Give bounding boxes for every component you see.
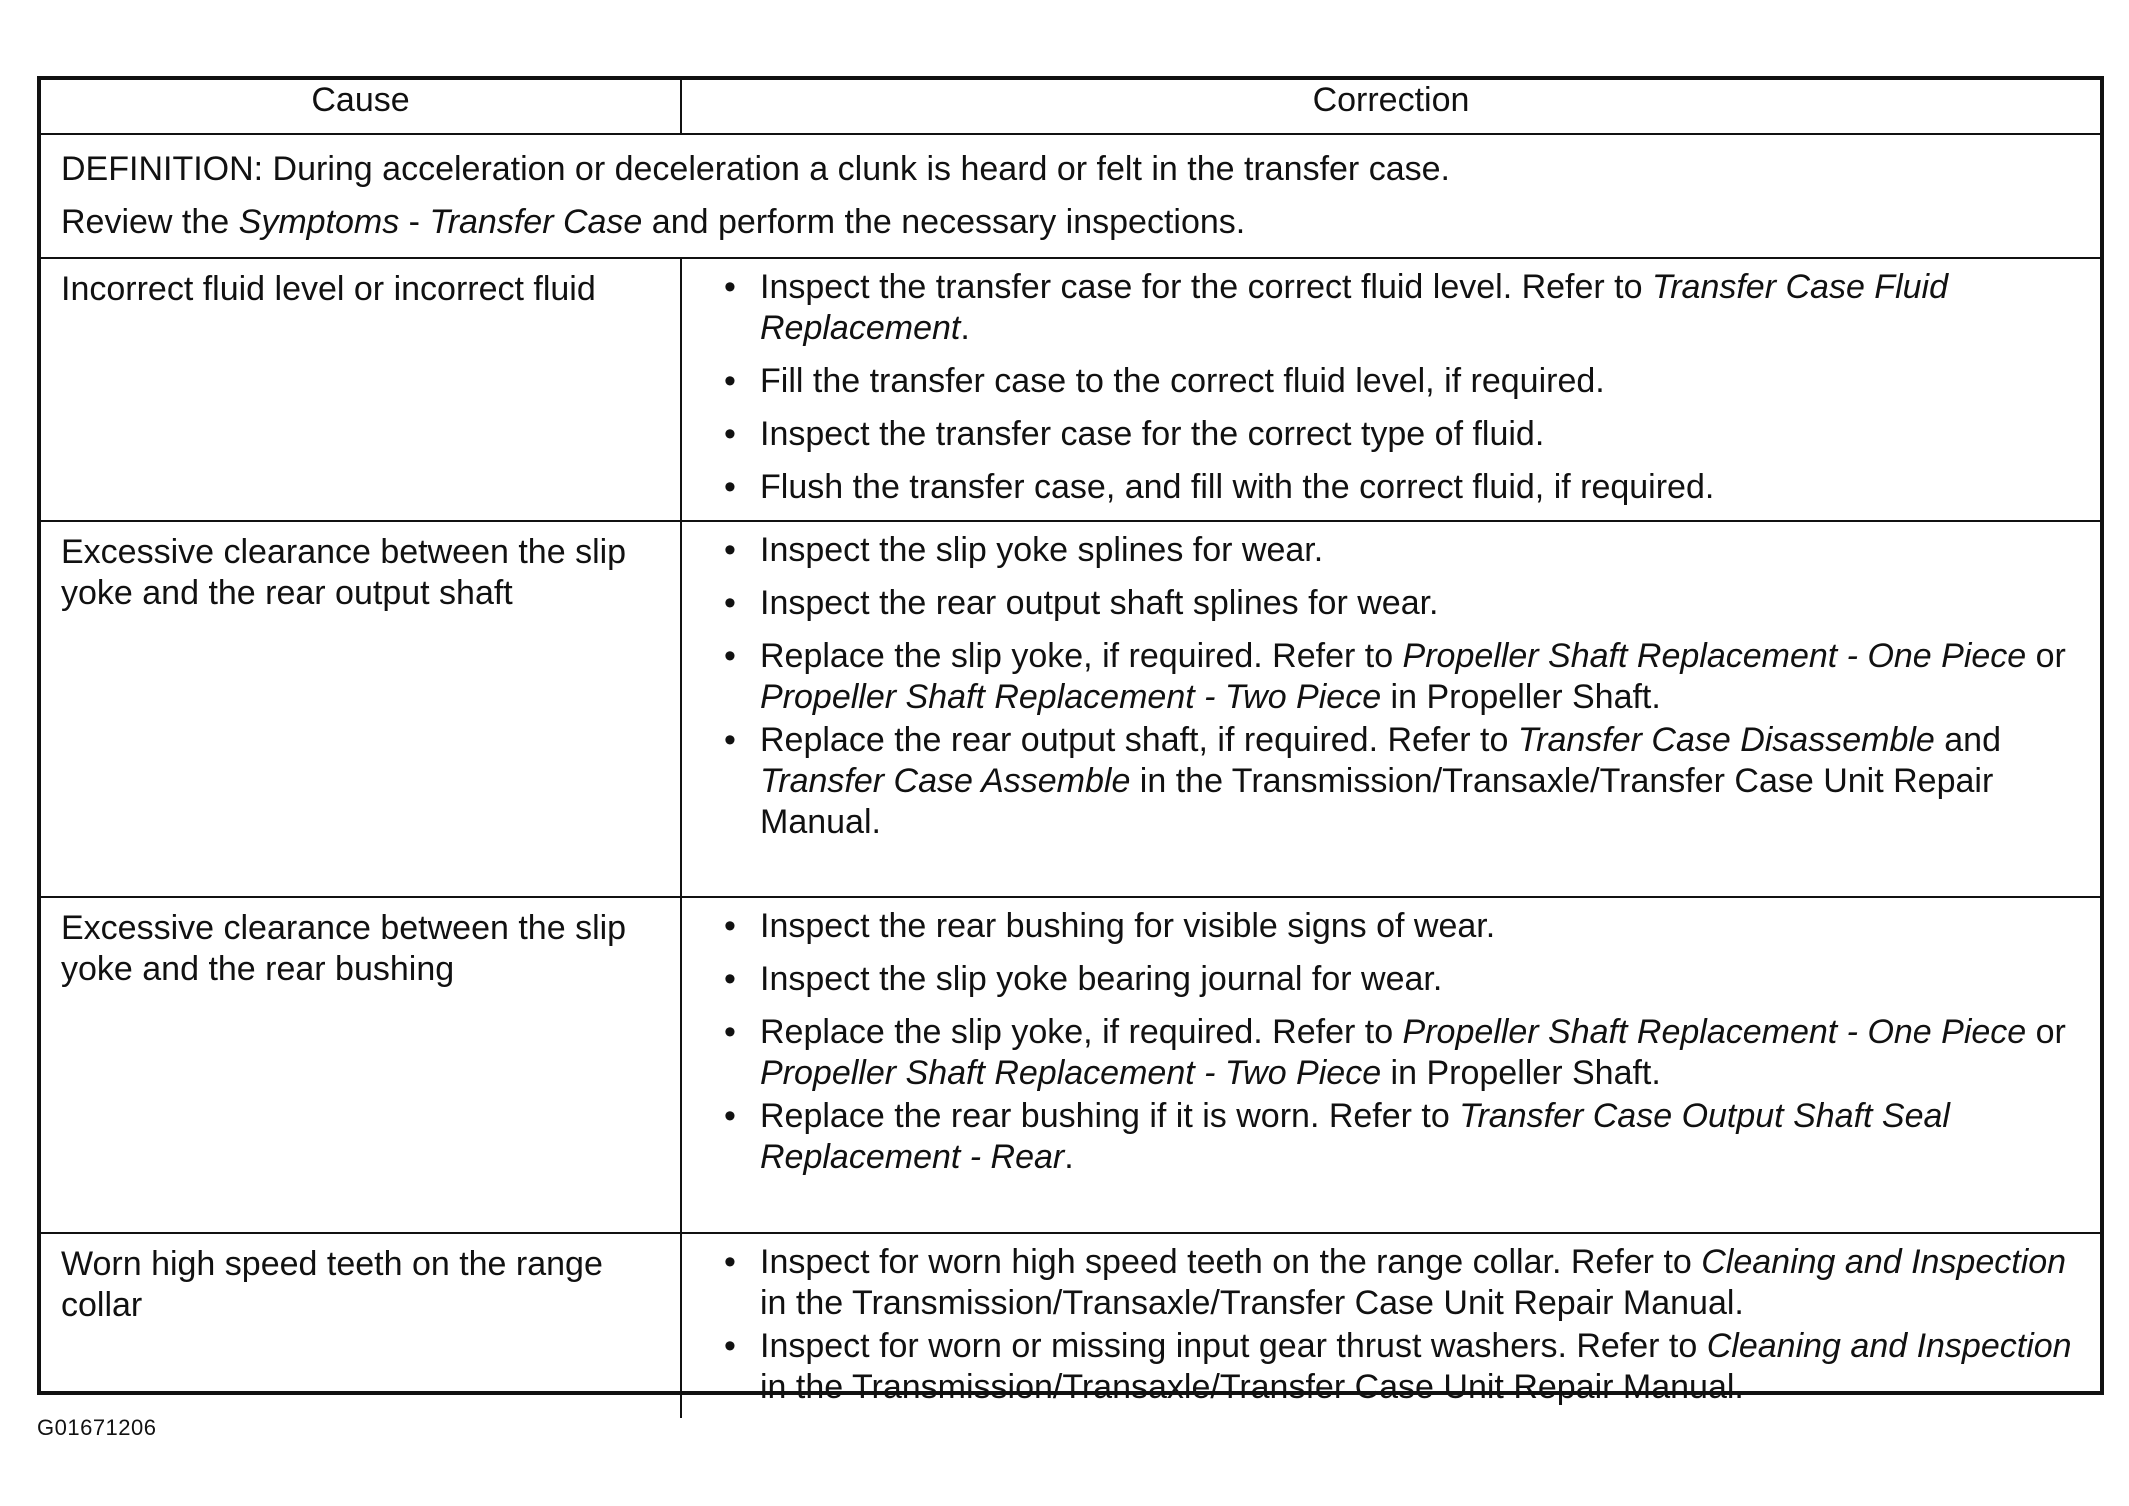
item-text: Inspect the rear output shaft splines for wear. bbox=[760, 584, 1439, 622]
item-reference: Transfer Case Disassemble bbox=[1517, 721, 1935, 759]
item-text: Inspect for worn high speed teeth on the range collar. Refer to bbox=[760, 1243, 1702, 1281]
item-reference-2: Propeller Shaft Replacement - Two Piece bbox=[760, 1054, 1382, 1092]
item-reference: Propeller Shaft Replacement - One Piece bbox=[1402, 1013, 2027, 1051]
review-text-sep: - bbox=[399, 203, 430, 241]
item-text-end: in Propeller Shaft. bbox=[1381, 1054, 1661, 1092]
bullet-icon: • bbox=[724, 1013, 736, 1051]
item-text-mid: or bbox=[2026, 1013, 2066, 1051]
cause-cell: Incorrect fluid level or incorrect fluid bbox=[41, 258, 681, 521]
item-text-mid: and bbox=[1934, 721, 2002, 759]
correction-cell bbox=[681, 521, 2100, 897]
table-row bbox=[41, 258, 2100, 521]
correction-cell bbox=[681, 258, 2100, 521]
correction-list bbox=[722, 1242, 2072, 1408]
list-item bbox=[722, 906, 2072, 947]
correction-list bbox=[722, 267, 2072, 508]
list-item bbox=[722, 1242, 2072, 1324]
item-reference-2: Transfer Case Assemble bbox=[760, 762, 1131, 800]
item-text: Inspect the rear bushing for visible signs of wear. bbox=[760, 907, 1496, 945]
bullet-icon: • bbox=[724, 1327, 736, 1365]
bullet-icon: • bbox=[724, 960, 736, 998]
table-row bbox=[41, 897, 2100, 1233]
correction-list bbox=[722, 530, 2072, 843]
review-ref-transfer-case: Transfer Case bbox=[429, 203, 643, 241]
list-item bbox=[722, 530, 2072, 571]
item-reference: Transfer Case Output Shaft Seal Replacement - Rear bbox=[760, 1097, 1950, 1176]
item-text: Inspect the slip yoke bearing journal for wear. bbox=[760, 960, 1443, 998]
review-text bbox=[61, 196, 2080, 249]
item-text-end: in the Transmission/Transaxle/Transfer Case Unit Repair Manual. bbox=[760, 1284, 1744, 1322]
item-reference: Cleaning and Inspection bbox=[1701, 1243, 2067, 1281]
item-text: Replace the rear bushing if it is worn. Refer to bbox=[760, 1097, 1460, 1135]
review-ref-symptoms: Symptoms bbox=[238, 203, 400, 241]
correction-cell bbox=[681, 897, 2100, 1233]
bullet-icon: • bbox=[724, 362, 736, 400]
definition-cell bbox=[41, 134, 2100, 258]
item-text-end: in the Transmission/Transaxle/Transfer Case Unit Repair Manual. bbox=[760, 762, 1994, 841]
figure-id: G01671206 bbox=[37, 1415, 157, 1440]
header-cause: Cause bbox=[41, 80, 681, 134]
bullet-icon: • bbox=[724, 721, 736, 759]
bullet-icon: • bbox=[724, 637, 736, 675]
list-item bbox=[722, 1096, 2072, 1178]
item-reference: Transfer Case Fluid Replacement bbox=[760, 268, 1948, 347]
list-item bbox=[722, 959, 2072, 1000]
item-text: Inspect the slip yoke splines for wear. bbox=[760, 531, 1324, 569]
review-text-post: and perform the necessary inspections. bbox=[642, 203, 1246, 241]
item-text: Replace the rear output shaft, if required. Refer to bbox=[760, 721, 1518, 759]
table-row bbox=[41, 521, 2100, 897]
bullet-icon: • bbox=[724, 415, 736, 453]
list-item bbox=[722, 720, 2072, 843]
definition-row bbox=[41, 134, 2100, 258]
diagnostic-table bbox=[41, 80, 2100, 1418]
item-text-end: . bbox=[960, 309, 970, 347]
bullet-icon: • bbox=[724, 268, 736, 306]
correction-cell bbox=[681, 1233, 2100, 1418]
bullet-icon: • bbox=[724, 907, 736, 945]
item-text: Inspect the transfer case for the correct fluid level. Refer to bbox=[760, 268, 1652, 306]
bullet-icon: • bbox=[724, 1243, 736, 1281]
review-text-pre: Review the bbox=[61, 203, 239, 241]
item-reference: Propeller Shaft Replacement - One Piece bbox=[1402, 637, 2027, 675]
list-item bbox=[722, 361, 2072, 402]
list-item bbox=[722, 467, 2072, 508]
item-reference: Cleaning and Inspection bbox=[1706, 1327, 2072, 1365]
definition-text: DEFINITION: During acceleration or deceleration a clunk is heard or felt in the transfer case. bbox=[61, 150, 1450, 188]
item-text-mid: or bbox=[2026, 637, 2066, 675]
item-text-end: in Propeller Shaft. bbox=[1381, 678, 1661, 716]
list-item bbox=[722, 1012, 2072, 1094]
table-header-row bbox=[41, 80, 2100, 134]
list-item bbox=[722, 636, 2072, 718]
diagnostic-table-frame bbox=[37, 76, 2104, 1406]
bullet-icon: • bbox=[724, 531, 736, 569]
bullet-icon: • bbox=[724, 1097, 736, 1135]
item-reference-2: Propeller Shaft Replacement - Two Piece bbox=[760, 678, 1382, 716]
bullet-icon: • bbox=[724, 468, 736, 506]
item-text: Flush the transfer case, and fill with the correct fluid, if required. bbox=[760, 468, 1715, 506]
correction-list bbox=[722, 906, 2072, 1178]
header-correction: Correction bbox=[681, 80, 2100, 134]
cause-cell: Worn high speed teeth on the range collar bbox=[41, 1233, 681, 1418]
item-text: Fill the transfer case to the correct fluid level, if required. bbox=[760, 362, 1605, 400]
list-item bbox=[722, 267, 2072, 349]
list-item bbox=[722, 583, 2072, 624]
bullet-icon: • bbox=[724, 584, 736, 622]
list-item bbox=[722, 414, 2072, 455]
item-text: Replace the slip yoke, if required. Refer to bbox=[760, 1013, 1403, 1051]
cause-cell: Excessive clearance between the slip yoke and the rear output shaft bbox=[41, 521, 681, 897]
table-row bbox=[41, 1233, 2100, 1418]
item-text: Replace the slip yoke, if required. Refer to bbox=[760, 637, 1403, 675]
list-item bbox=[722, 1326, 2072, 1408]
item-text: Inspect the transfer case for the correct type of fluid. bbox=[760, 415, 1545, 453]
item-text-end: in the Transmission/Transaxle/Transfer Case Unit Repair Manual. bbox=[760, 1368, 1744, 1406]
item-text: Inspect for worn or missing input gear thrust washers. Refer to bbox=[760, 1327, 1707, 1365]
cause-cell: Excessive clearance between the slip yoke and the rear bushing bbox=[41, 897, 681, 1233]
item-text-end: . bbox=[1064, 1138, 1074, 1176]
